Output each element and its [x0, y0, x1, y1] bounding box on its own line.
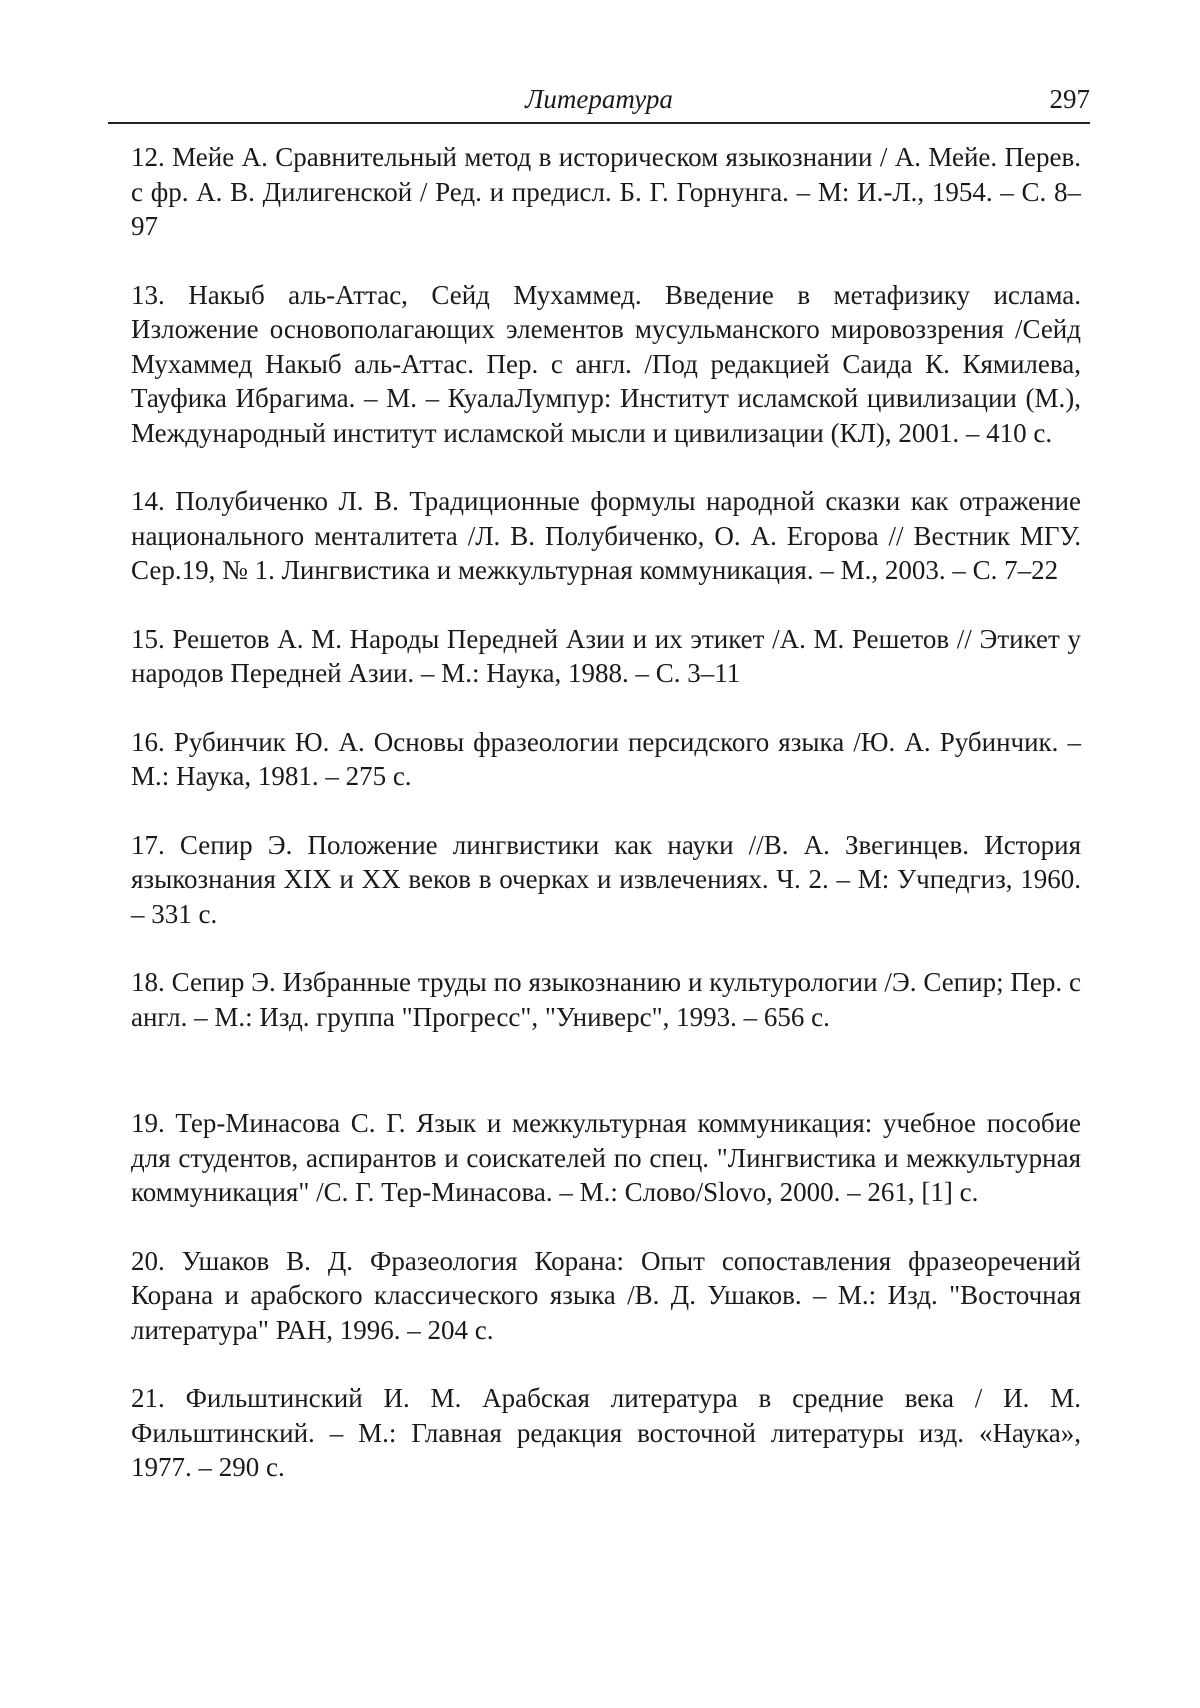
- reference-item-18: 18. Сепир Э. Избранные труды по языкознанию и культурологии /Э. Сепир; Пер. с англ. – М.: Изд. группа "Прогресс", "Универс", 1993. – 656 с.: [131, 967, 1081, 1032]
- header-title: Литература: [525, 84, 673, 114]
- reference-item-21: 21. Фильштинский И. М. Арабская литература в средние века / И. М. Фильштинский. – М.: Главная редакция восточной литературы изд. «Наука», 1977. – 290 с.: [131, 1383, 1081, 1482]
- reference-item-12: 12. Мейе А. Сравнительный метод в историческом языкознании / А. Мейе. Перев. с фр. А. В. Дилигенской / Ред. и предисл. Б. Г. Горнунга. – М: И.-Л., 1954. – С. 8–97: [131, 142, 1081, 241]
- reference-item-13: 13. Накыб аль-Аттас, Сейд Мухаммед. Введение в метафизику ислама. Изложение основополагающих элементов мусульманского мировоззрения /Сейд Мухаммед Накыб аль-Аттас. Пер. с англ. /Под редакцией Саида К. Кямилева, Тауфика Ибрагима. – М. – КуалаЛумпур: Институт исламской цивилизации (М.), Международный институт исламской мысли и цивилизации (КЛ), 2001. – 410 с.: [131, 279, 1081, 448]
- reference-item-15: 15. Решетов А. М. Народы Передней Азии и их этикет /А. М. Решетов // Этикет у народов Передней Азии. – М.: Наука, 1988. – С. 3–11: [131, 623, 1081, 688]
- page-number: 297: [1049, 84, 1090, 114]
- reference-item-17: 17. Сепир Э. Положение лингвистики как науки //В. А. Звегинцев. История языкознания XIX и XX веков в очерках и извлечениях. Ч. 2. – М: Учпедгиз, 1960. – 331 с.: [131, 829, 1081, 929]
- reference-item-14: 14. Полубиченко Л. В. Традиционные формулы народной сказки как отражение национального менталитета /Л. В. Полубиченко, О. А. Егорова // Вестник МГУ. Сер.19, № 1. Лингвистика и межкультурная коммуникация. – М., 2003. – С. 7–22: [131, 486, 1081, 585]
- reference-item-16: 16. Рубинчик Ю. А. Основы фразеологии персидского языка /Ю. А. Рубинчик. – М.: Наука, 1981. – 275 с.: [131, 726, 1081, 791]
- reference-list: [131, 140, 1081, 1485]
- reference-item-19: 19. Тер-Минасова С. Г. Язык и межкультурная коммуникация: учебное пособие для студентов, аспирантов и соискателей по спец. "Лингвистика и межкультурная коммуникация" /С. Г. Тер-Минасова. – М.: Слово/Slovo, 2000. – 261, [1] с.: [131, 1108, 1081, 1207]
- running-header: [108, 82, 1090, 124]
- reference-item-20: 20. Ушаков В. Д. Фразеология Корана: Опыт сопоставления фразеоречений Корана и арабского классического языка /В. Д. Ушаков. – М.: Изд. "Восточная литература" РАН, 1996. – 204 с.: [131, 1245, 1081, 1345]
